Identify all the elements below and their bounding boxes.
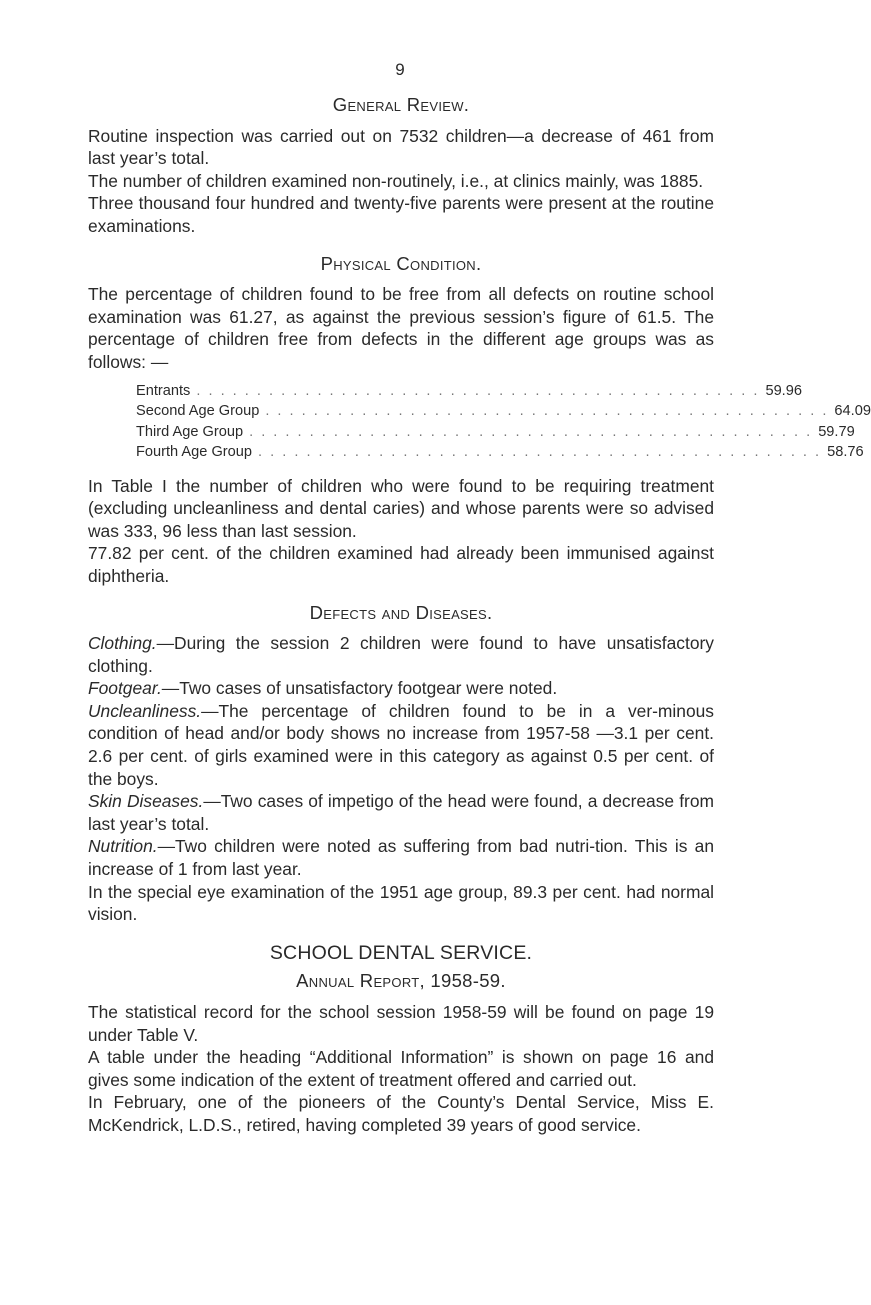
page-number: 9 [395, 60, 405, 79]
defect-label: Uncleanliness. [88, 700, 202, 721]
age-group-label: Entrants [136, 382, 191, 399]
defect-item [88, 700, 714, 790]
age-group-label: Third Age Group [136, 423, 244, 440]
physical-condition-intro: The percentage of children found to be free from all defects on routine school examination was 61.27, as against the previous session’s figure of 61.5. The percentage of children free from defects in the different age groups was as follows: — [88, 284, 714, 372]
age-group-label: Second Age Group [136, 403, 260, 420]
dental-paragraph: A table under the heading “Additional Information” is shown on page 16 and gives some indication of the extent of treatment offered and carried out. [88, 1047, 714, 1090]
defect-label: Nutrition. [88, 836, 158, 857]
defect-label: Footgear. [88, 678, 162, 699]
general-review-paragraph: Three thousand four hundred and twenty-five parents were present at the routine examinations. [88, 193, 714, 236]
general-review-paragraph: Routine inspection was carried out on 7532 children—a decrease of 461 from last year’s total. [88, 125, 714, 169]
defect-text: —Two cases of unsatisfactory footgear were noted. [161, 678, 558, 699]
physical-condition-paragraph: In Table I the number of children who were found to be requiring treatment (excluding uncleanliness and dental caries) and whose parents were so advised was 333, 96 less than last session. [88, 475, 714, 541]
defect-text: —Two cases of impetigo of the head were found, a decrease from last year’s total. [88, 791, 714, 834]
defects-heading: Defects and Diseases. [309, 601, 493, 623]
defect-text: —Two children were noted as suffering from bad nutri-tion. This is an increase of 1 from last year. [88, 836, 714, 880]
physical-condition-paragraph: 77.82 per cent. of the children examined had already been immunised against diphtheria. [88, 543, 714, 586]
age-group-row [136, 381, 802, 402]
dental-service-title: SCHOOL DENTAL SERVICE. [269, 941, 533, 964]
dot-leader: . . . . . . . . . . . . . . . . . . . . . . . . . . . . . . . . . . . . . . . . . . . . . . . [249, 423, 813, 440]
dental-paragraph: In February, one of the pioneers of the County’s Dental Service, Miss E. McKendrick, L.D.S., retired, having completed 39 years of good service. [88, 1092, 714, 1135]
annual-report-subtitle: Annual Report, 1958-59. [296, 970, 506, 992]
dot-leader: . . . . . . . . . . . . . . . . . . . . . . . . . . . . . . . . . . . . . . . . . . . . . . . [258, 444, 822, 461]
eye-exam-paragraph: In the special eye examination of the 1951 age group, 89.3 per cent. had normal vision. [88, 881, 714, 925]
age-group-label: Fourth Age Group [136, 444, 253, 461]
page-content [88, 94, 871, 1137]
age-group-value: 58.76 [827, 444, 864, 461]
age-group-row [136, 401, 871, 422]
age-group-row [136, 442, 864, 463]
defect-item [88, 790, 714, 835]
defect-label: Skin Diseases. [88, 791, 204, 812]
defect-item [88, 632, 714, 677]
age-group-row [136, 422, 855, 443]
dental-paragraph: The statistical record for the school session 1958-59 will be found on page 19 under Table V. [88, 1002, 714, 1045]
dot-leader: . . . . . . . . . . . . . . . . . . . . . . . . . . . . . . . . . . . . . . . . . . . . . . . [196, 382, 760, 399]
defect-text: —During the session 2 children were found to have unsatisfactory clothing. [88, 633, 714, 676]
defect-item [88, 835, 714, 880]
defect-label: Clothing. [88, 633, 157, 654]
physical-condition-heading: Physical Condition. [320, 252, 482, 274]
defect-text: —The percentage of children found to be in a ver-minous condition of head and/or body shows no increase from 1957-58 —3.1 per cent. 2.6 per cent. of girls examined were in this category as against 0.5 per cent. of the boys. [88, 700, 714, 789]
dot-leader: . . . . . . . . . . . . . . . . . . . . . . . . . . . . . . . . . . . . . . . . . . . . . . . [265, 403, 829, 420]
general-review-heading: General Review. [332, 94, 470, 115]
general-review-paragraph: The number of children examined non-routinely, i.e., at clinics mainly, was 1885. [88, 170, 704, 191]
age-group-table [136, 381, 871, 463]
defect-item [88, 677, 714, 700]
age-group-value: 64.09 [834, 403, 871, 420]
age-group-value: 59.96 [765, 382, 802, 399]
age-group-value: 59.79 [818, 423, 855, 440]
